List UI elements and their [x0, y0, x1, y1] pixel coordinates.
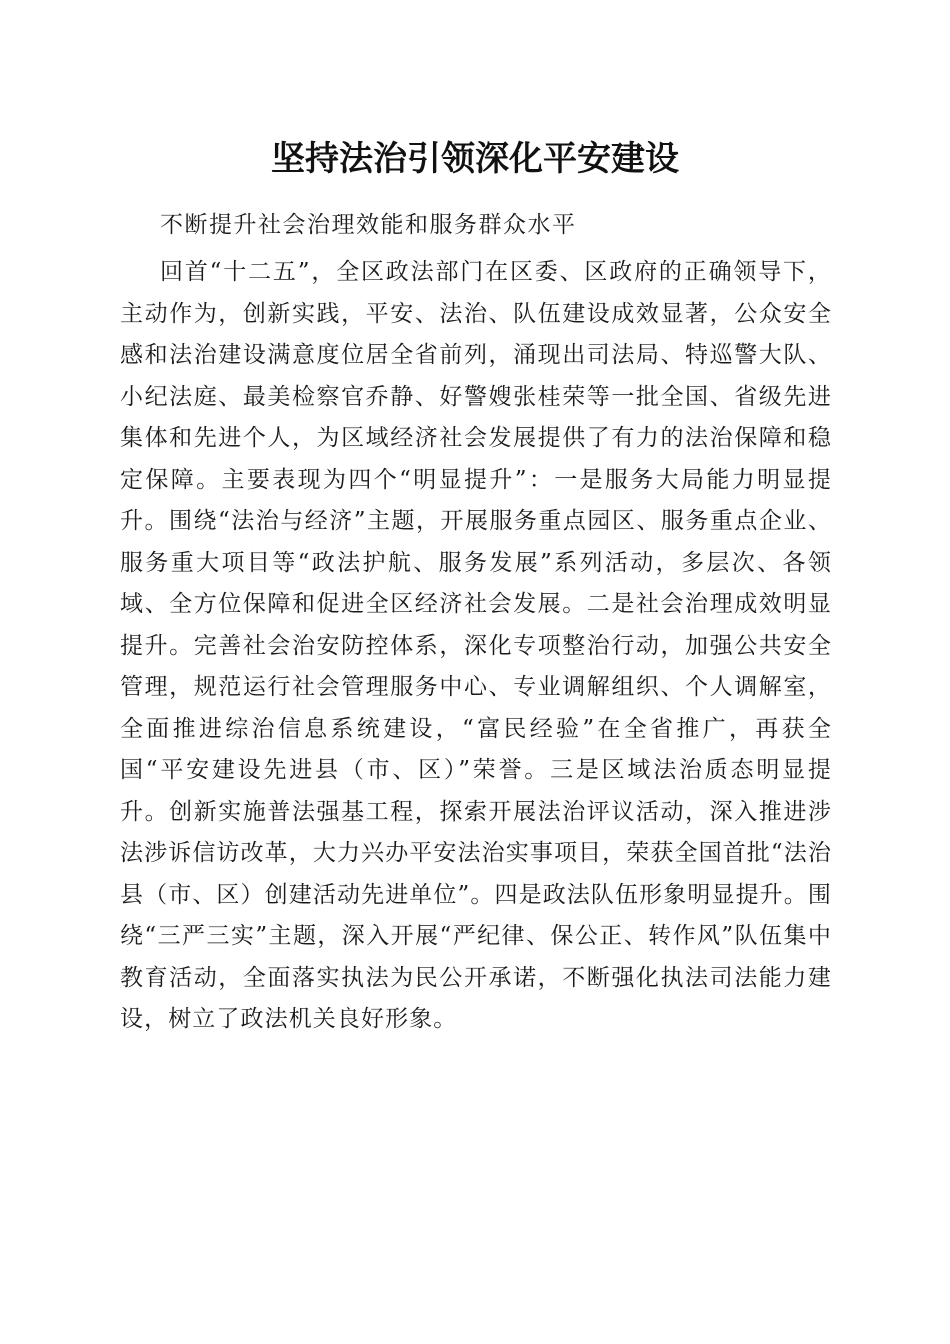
document-title: 坚持法治引领深化平安建设: [271, 139, 679, 179]
document-subtitle: 不断提升社会治理效能和服务群众水平: [160, 212, 577, 238]
body-paragraph: 回首“十二五”，全区政法部门在区委、区政府的正确领导下，主动作为，创新实践，平安、法治、队伍建设成效显著，公众安全感和法治建设满意度位居全省前列，涌现出司法局、特巡警大队、小纪法庭、最美检察官乔静、好警嫂张桂荣等一批全国、省级先进集体和先进个人，为区域经济社会发展提供了有力的法治保障和稳定保障。主要表现为四个“明显提升”：一是服务大局能力明显提升。围绕“法治与经济”主题，开展服务重点园区、服务重点企业、服务重大项目等“政法护航、服务发展”系列活动，多层次、各领域、全方位保障和促进全区经济社会发展。二是社会治理成效明显提升。完善社会治安防控体系，深化专项整治行动，加强公共安全管理，规范运行社会管理服务中心、专业调解组织、个人调解室，全面推进综治信息系统建设，“富民经验”在全省推广，再获全国“平安建设先进县（市、区）”荣誉。三是区域法治质态明显提升。创新实施普法强基工程，探索开展法治评议活动，深入推进涉法涉诉信访改革，大力兴办平安法治实事项目，荣获全国首批“法治县（市、区）创建活动先进单位”。四是政法队伍形象明显提升。围绕“三严三实”主题，深入开展“严纪律、保公正、转作风”队伍集中教育活动，全面落实执法为民公开承诺，不断强化执法司法能力建设，树立了政法机关良好形象。: [120, 259, 832, 1032]
